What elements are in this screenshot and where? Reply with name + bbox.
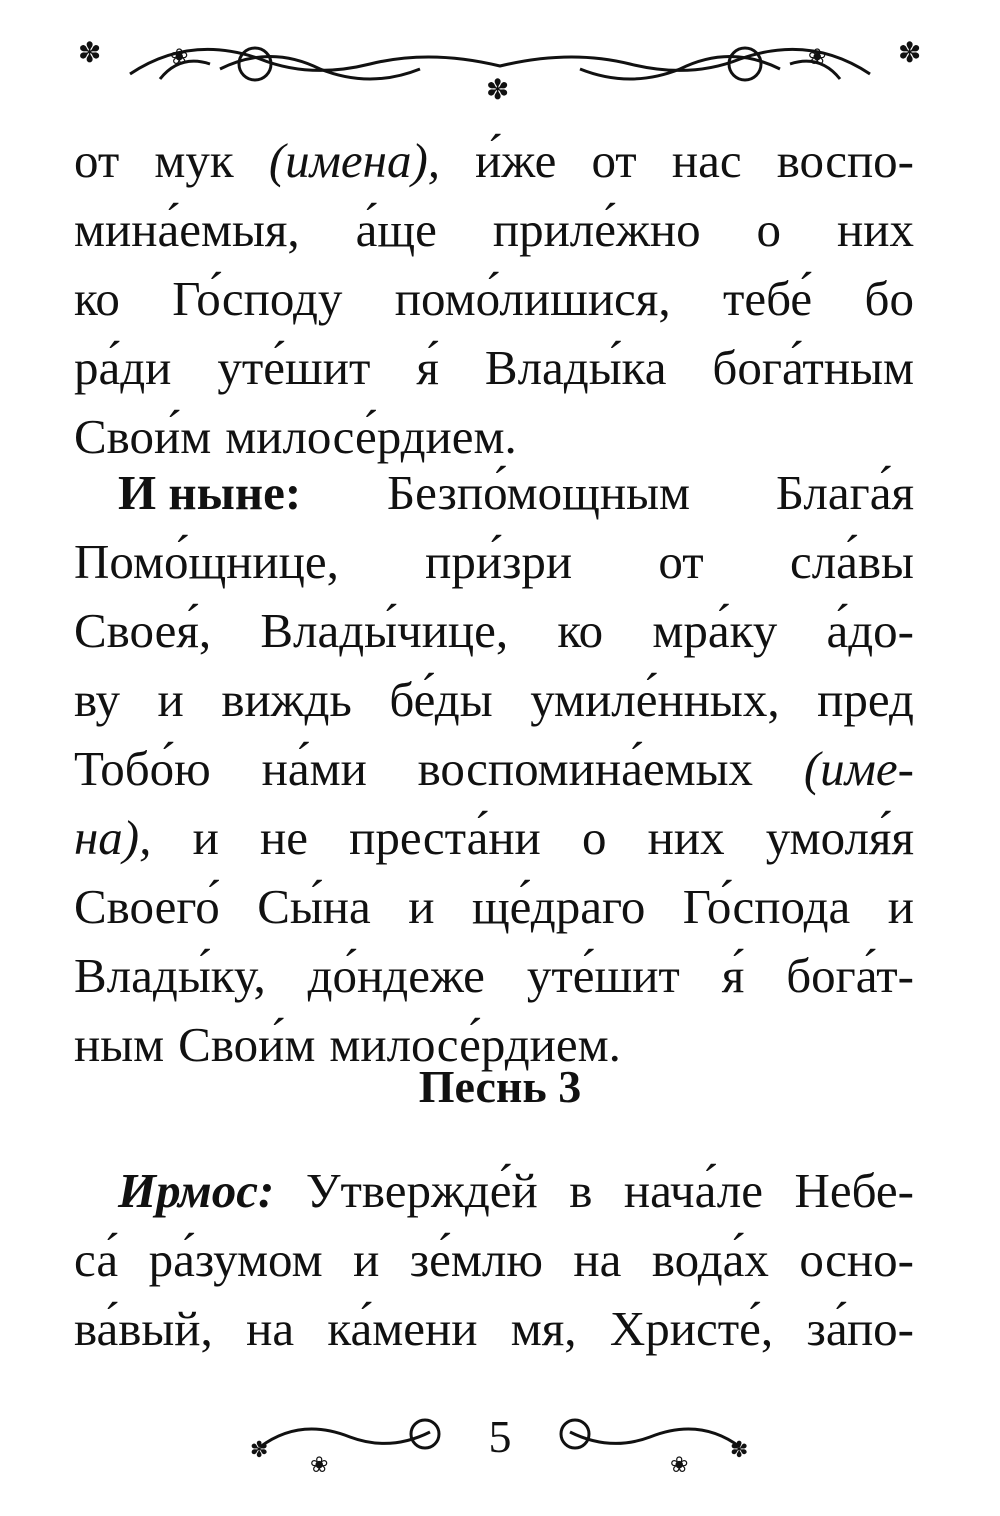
- word: и: [408, 879, 435, 934]
- text-line: [74, 941, 914, 1010]
- word: Небе-: [794, 1163, 914, 1218]
- word: Своея́,: [74, 603, 212, 658]
- word: ным: [74, 1017, 165, 1072]
- svg-text:❀: ❀: [808, 45, 827, 70]
- svg-text:✽: ✽: [486, 73, 510, 104]
- text-line: [74, 1225, 914, 1294]
- word: мя,: [510, 1301, 577, 1356]
- word: милосе́рдием.: [329, 1017, 621, 1072]
- word: виждь: [221, 672, 352, 727]
- word: вода́х: [651, 1232, 769, 1287]
- word: Влады́ку,: [74, 948, 266, 1003]
- word: умоля́я: [765, 810, 914, 865]
- word: (име-: [803, 741, 914, 796]
- word: Го́споду: [172, 271, 343, 326]
- word: в: [569, 1163, 593, 1218]
- word: милосе́рдием.: [225, 409, 517, 464]
- word: сла́вы: [789, 534, 914, 589]
- word: бога́т-: [786, 948, 914, 1003]
- word: приле́жно: [492, 202, 701, 257]
- paragraph-2: [74, 458, 914, 1079]
- word: от: [658, 534, 704, 589]
- word: са́: [74, 1232, 119, 1287]
- svg-text:✽: ✽: [898, 36, 922, 69]
- word: а́до-: [826, 603, 914, 658]
- text-line: [74, 734, 914, 803]
- word: Христе́,: [609, 1301, 774, 1356]
- word: Свои́м: [178, 1017, 316, 1072]
- word: преста́ни: [349, 810, 541, 865]
- word: Го́спода: [682, 879, 851, 934]
- text-line: [74, 803, 914, 872]
- word: на́ми: [261, 741, 367, 796]
- word: и́же: [475, 133, 557, 188]
- word: от: [591, 133, 637, 188]
- paragraph-3: [74, 1156, 914, 1363]
- word: от: [74, 133, 120, 188]
- word: Влады́чице,: [260, 603, 509, 658]
- word: Свои́м: [74, 409, 212, 464]
- word: бо: [864, 271, 914, 326]
- word: до́ндеже: [307, 948, 485, 1003]
- word: Своего́: [74, 879, 220, 934]
- word: них: [837, 202, 914, 257]
- word: за́по-: [806, 1301, 914, 1356]
- page-number: 5: [488, 1411, 512, 1462]
- word: я́: [721, 948, 745, 1003]
- word: ра́зумом: [148, 1232, 323, 1287]
- word: ра́ди: [74, 340, 172, 395]
- word: мра́ку: [652, 603, 778, 658]
- word: и: [887, 879, 914, 934]
- word: Утвержде́й: [305, 1163, 538, 1218]
- floral-ornament-icon: [70, 24, 930, 104]
- word: нас: [671, 133, 742, 188]
- word: я́: [416, 340, 439, 395]
- word: не: [259, 810, 308, 865]
- text-line: [74, 527, 914, 596]
- word: ко: [74, 271, 120, 326]
- svg-text:✽: ✽: [250, 1438, 269, 1463]
- word: ву: [74, 672, 120, 727]
- word: воспомина́емых: [417, 741, 754, 796]
- svg-text:❀: ❀: [310, 1453, 329, 1478]
- word: Тобо́ю: [74, 741, 211, 796]
- word: мук: [154, 133, 234, 188]
- section-heading: Песнь 3: [418, 1061, 582, 1112]
- word: нача́ле: [623, 1163, 763, 1218]
- word: при́зри: [425, 534, 573, 589]
- text-line: [74, 126, 914, 195]
- word: них: [647, 810, 725, 865]
- word: а́ще: [355, 202, 437, 257]
- svg-text:✽: ✽: [730, 1438, 749, 1463]
- word: мина́емыя,: [74, 202, 300, 257]
- word: ва́вый,: [74, 1301, 213, 1356]
- text-line: [74, 872, 914, 941]
- word: зе́млю: [409, 1232, 543, 1287]
- word: на: [573, 1232, 622, 1287]
- word: умиле́нных,: [530, 672, 780, 727]
- word: Безпо́мощным: [387, 465, 691, 520]
- svg-text:❀: ❀: [670, 1453, 689, 1478]
- word: Блага́я: [775, 465, 914, 520]
- word: Влады́ка: [484, 340, 667, 395]
- word: и: [157, 672, 184, 727]
- text-line: [74, 665, 914, 734]
- word: ка́мени: [327, 1301, 478, 1356]
- word: о: [581, 810, 607, 865]
- word: и: [192, 810, 219, 865]
- word: уте́шит: [217, 340, 371, 395]
- word: ще́драго: [471, 879, 646, 934]
- word: воспо-: [776, 133, 914, 188]
- word: на),: [74, 810, 152, 865]
- word: бе́ды: [389, 672, 493, 727]
- paragraph-1: [74, 126, 914, 471]
- text-line: [74, 264, 914, 333]
- word: Помо́щнице,: [74, 534, 339, 589]
- text-line: [74, 458, 914, 527]
- text-line: [74, 1294, 914, 1363]
- word: пред: [817, 672, 914, 727]
- word: уте́шит: [526, 948, 680, 1003]
- text-line: [74, 195, 914, 264]
- svg-text:❀: ❀: [170, 45, 189, 70]
- svg-text:✽: ✽: [78, 36, 102, 69]
- paragraph-lead: Ирмос:: [118, 1163, 275, 1218]
- word: тебе́: [722, 271, 813, 326]
- word: о: [756, 202, 782, 257]
- word: и: [353, 1232, 380, 1287]
- text-line: [74, 1156, 914, 1225]
- word: на: [246, 1301, 295, 1356]
- word: ко: [557, 603, 604, 658]
- text-line: [74, 596, 914, 665]
- word: (имена),: [268, 133, 441, 188]
- word: помо́лишися,: [394, 271, 671, 326]
- word: осно-: [799, 1232, 914, 1287]
- text-line: [74, 333, 914, 402]
- word: бога́тным: [712, 340, 914, 395]
- word: Сы́на: [257, 879, 371, 934]
- paragraph-lead: И ныне:: [118, 465, 302, 520]
